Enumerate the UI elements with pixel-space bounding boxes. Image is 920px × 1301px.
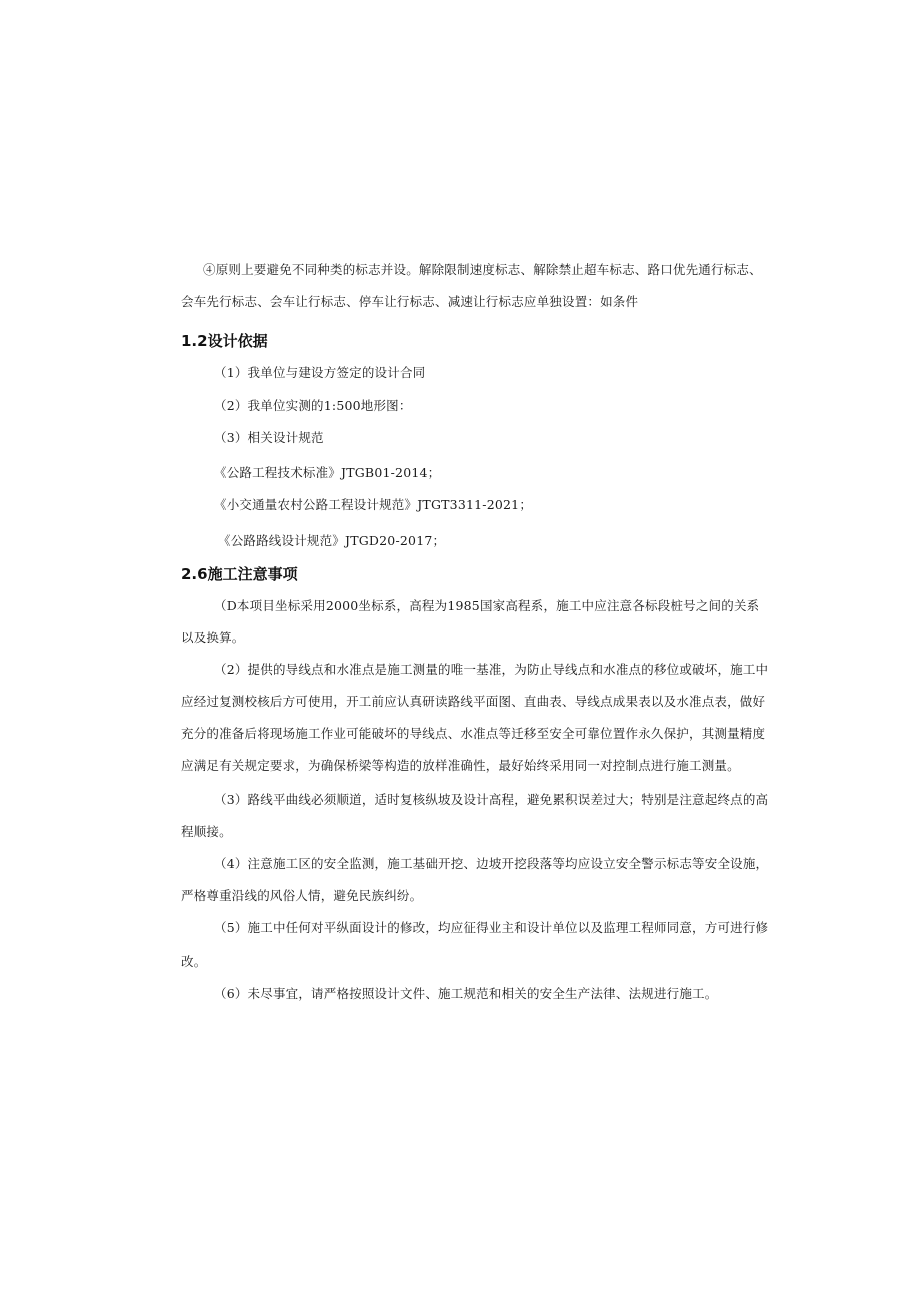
note-p2-line-4: 应满足有关规定要求，为确保桥梁等构造的放样准确性，最好始终采用同一对控制点进行施工测量。 bbox=[181, 758, 740, 773]
section-1-2-title: 1.2设计依据 bbox=[181, 332, 268, 350]
note-line-1: ④原则上要避免不同种类的标志并设。解除限制速度标志、解除禁止超车标志、路口优先通行标志、 bbox=[203, 262, 762, 277]
note-p2-line-3: 充分的准备后将现场施工作业可能破坏的导线点、水准点等迁移至安全可靠位置作永久保护，其测量精度 bbox=[181, 726, 766, 741]
note-line-2: 会车先行标志、会车让行标志、停车让行标志、减速让行标志应单独设置：如条件 bbox=[181, 294, 639, 309]
note-p4-line-2: 严格尊重沿线的风俗人情，避免民族纠纷。 bbox=[181, 888, 423, 903]
standard-3: 《公路路线设计规范》JTGD20-2017； bbox=[218, 533, 446, 548]
standard-2: 《小交通量农村公路工程设计规范》JTGT3311-2021； bbox=[214, 497, 533, 512]
note-p6-line-1: （6）未尽事宜，请严格按照设计文件、施工规范和相关的安全生产法律、法规进行施工。 bbox=[214, 986, 718, 1001]
note-p5-line-2: 改。 bbox=[181, 954, 207, 969]
note-p5-line-1: （5）施工中任何对平纵面设计的修改，均应征得业主和设计单位以及监理工程师同意，方可进行修 bbox=[214, 920, 769, 935]
note-p2-line-2: 应经过复测校核后方可使用，开工前应认真研读路线平面图、直曲表、导线点成果表以及水准点表，做好 bbox=[181, 694, 766, 709]
note-p1-line-1: （D本项目坐标采用2000坐标系，高程为1985国家高程系，施工中应注意各标段桩号之间的关系 bbox=[214, 598, 760, 613]
section-2-6-title: 2.6施工注意事项 bbox=[181, 565, 298, 583]
note-p3-line-2: 程顺接。 bbox=[181, 824, 232, 839]
basis-item-1: （1）我单位与建设方签定的设计合同 bbox=[214, 365, 426, 380]
note-p1-line-2: 以及换算。 bbox=[181, 630, 245, 645]
note-p4-line-1: （4）注意施工区的安全监测，施工基础开挖、边坡开挖段落等均应设立安全警示标志等安全设施， bbox=[214, 856, 769, 871]
basis-item-2: （2）我单位实测的1:500地形图： bbox=[214, 398, 412, 413]
standard-1: 《公路工程技术标准》JTGB01-2014； bbox=[214, 465, 441, 480]
note-p3-line-1: （3）路线平曲线必须顺道，适时复核纵坡及设计高程，避免累积误差过大；特别是注意起终点的高 bbox=[214, 792, 769, 807]
basis-item-3: （3）相关设计规范 bbox=[214, 430, 324, 445]
note-p2-line-1: （2）提供的导线点和水准点是施工测量的唯一基准，为防止导线点和水准点的移位或破坏，施工中 bbox=[214, 662, 769, 677]
